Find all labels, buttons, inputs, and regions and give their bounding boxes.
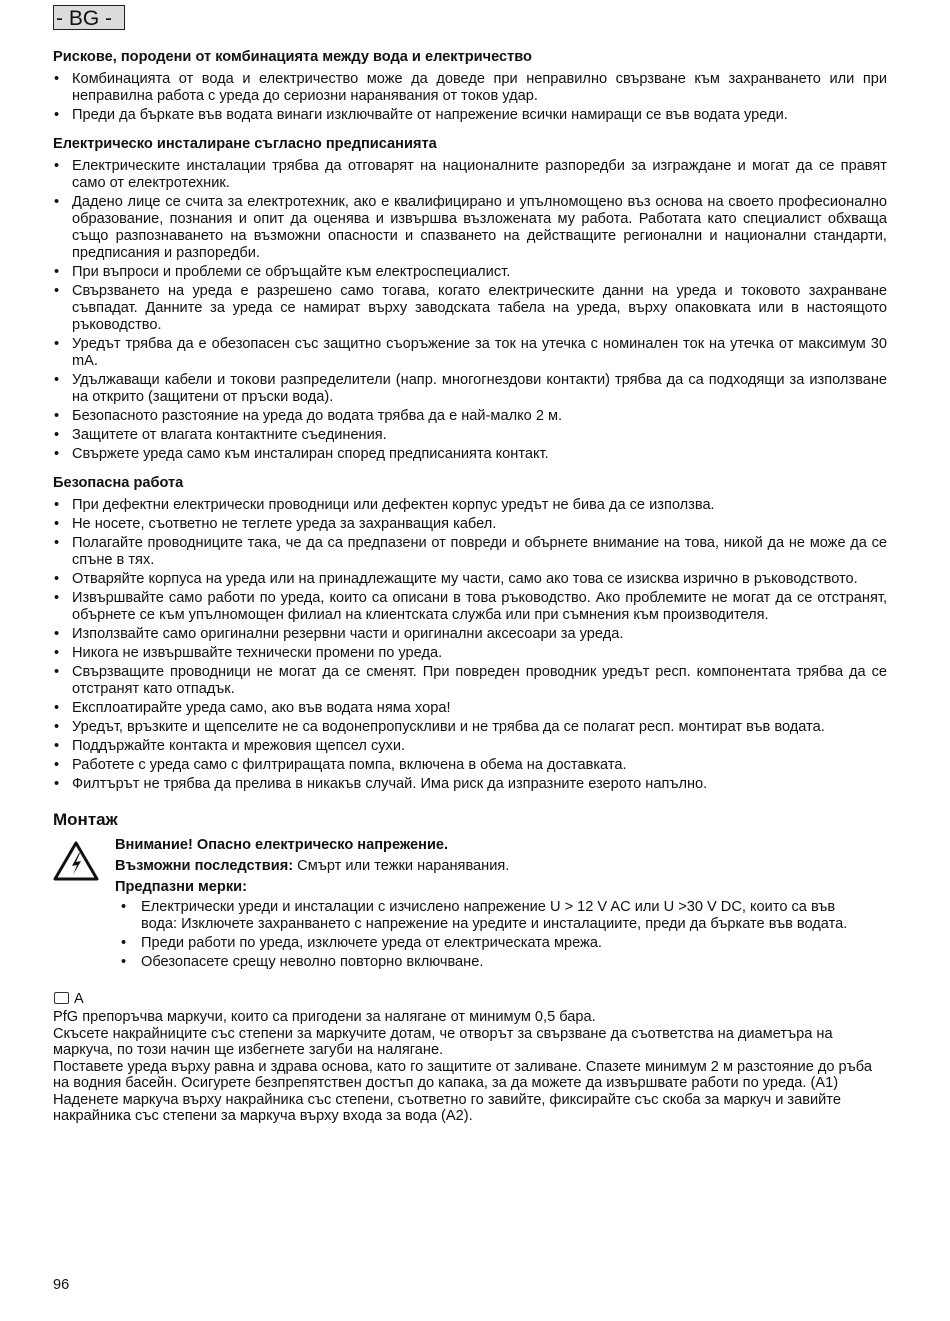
paragraph: PfG препоръчва маркучи, които са пригодени за налягане от минимум 0,5 бара. [53,1009,596,1025]
page-content [53,48,887,1125]
list-item: • Удължаващи кабели и токови разпределители (напр. многогнездови контакти) трябва да са подходящи за използване на открито (защитени от пръски вода). [53,372,887,406]
list-item: • Свързващите проводници не могат да се сменят. При повреден проводник уредът респ. компонентата трябва да се отстранят като отпадък. [53,664,887,698]
section-heading: Безопасна работа [53,475,184,491]
list-item: • При дефектни електрически проводници или дефектен корпус уредът не бива да се използва. [53,497,887,514]
bullet-list [53,158,887,463]
figure-label: A [74,991,84,1007]
warning-consequences [115,856,887,877]
list-item: • Полагайте проводниците така, че да са предпазени от повреди и обърнете внимание на това, никой да не може да се спъне в тях. [53,535,887,569]
list-item: • Защитете от влагата контактните съединения. [53,427,887,444]
page-number: 96 [53,1277,70,1293]
list-item: • Свързването на уреда е разрешено само тогава, когато електрическите данни на уреда и токовото захранване съвпадат. Данните за уреда се намират върху заводската табела на уреда, върху опаковката или в настоящото ръководство. [53,283,887,334]
montage-title: Монтаж [53,810,118,829]
list-item: • Експлоатирайте уреда само, ако във водата няма хора! [53,700,887,717]
section-heading: Електрическо инсталиране съгласно предписанията [53,136,437,152]
section-heading: Рискове, породени от комбинацията между вода и електричество [53,49,532,65]
paragraph: Наденете маркуча върху накрайника със степени, съответно го завийте, фиксирайте със скоба за маркуч и завийте накрайника със степени за маркуча върху входа за вода (A2). [53,1091,841,1124]
list-item: • Дадено лице се счита за електротехник, ако е квалифицирано и упълномощено въз основа на своето професионално образование, познания и опит да оценява и извършва възложената му работа. Работата като специалист обхваща също разпознаването на възможни опасности и спазването на действащите регионални и национални стандарти, предписания и разпоредби. [53,194,887,262]
list-item: • Преди работи по уреда, изключете уреда от електрическата мрежа. [115,935,867,952]
paragraph: Поставете уреда върху равна и здрава основа, като го защитите от заливане. Спазете минимум 2 м разстояние до ръба на водния басейн. Осигурете безпрепятствен достъп до капака, за да можете да извършвате работи по уреда. (A1) [53,1058,872,1091]
consequences-label: Възможни последствия: [115,858,294,874]
list-item: • Никога не извършвайте технически промени по уреда. [53,645,887,662]
consequences-text: Смърт или тежки наранявания. [293,858,510,874]
language-tag: - BG - [53,5,125,30]
list-item: • Обезопасете срещу неволно повторно включване. [115,954,867,971]
bullet-list [53,497,887,793]
bullet-list [53,71,887,124]
high-voltage-warning-icon [53,841,99,881]
warning-title: Внимание! Опасно електрическо напрежение. [115,837,449,853]
list-item: • Уредът, връзките и щепселите не са водонепропускливи и не трябва да се полагат респ. монтират във водата. [53,719,887,736]
section-safe-operation [53,474,887,793]
list-item: • Електрически уреди и инсталации с изчислено напрежение U > 12 V AC или U >30 V DC, които са във вода: Изключете захранването с напрежение на уредите и инсталациите, преди да бъркате във водата. [115,899,867,933]
list-item: • Извършвайте само работи по уреда, които са описани в това ръководство. Ако проблемите не могат да се отстранят, обърнете се към упълномощен филиал на клиентската служба или при съмнения към производителя. [53,590,887,624]
list-item: • Електрическите инсталации трябва да отговарят на националните разпоредби за изграждане и могат да се правят само от електротехник. [53,158,887,192]
figure-reference [53,989,887,1009]
warning-block [53,835,887,971]
list-item: • Използвайте само оригинални резервни части и оригинални аксесоари за уреда. [53,626,887,643]
list-item: • Свържете уреда само към инсталиран според предписанията контакт. [53,446,887,463]
list-item: • Работете с уреда само с филтриращата помпа, включена в обема на доставката. [53,757,887,774]
section-electrical-installation [53,135,887,463]
paragraph: Скъсете накрайниците със степени за маркучите дотам, че отворът за свързване да съответства на диаметъра на маркуча, по този начин ще избегнете загуби на налягане. [53,1025,833,1058]
list-item: • Безопасното разстояние на уреда до водата трябва да е най-малко 2 м. [53,408,887,425]
measures-label: Предпазни мерки: [115,879,247,895]
list-item: • Поддържайте контакта и мрежовия щепсел сухи. [53,738,887,755]
list-item: • Отваряйте корпуса на уреда или на принадлежащите му части, само ако това се изисква изрично в ръководството. [53,571,887,588]
section-water-electricity-risks [53,48,887,124]
montage-instructions [53,1009,887,1125]
figure-icon [54,992,69,1004]
list-item: • Преди да бъркате във водата винаги изключвайте от напрежение всички намиращи се във водата уреди. [53,107,887,124]
measures-list [115,899,887,971]
list-item: • Филтърът не трябва да прелива в никакъв случай. Има риск да изпразните езерото напълно. [53,776,887,793]
list-item: • При въпроси и проблеми се обръщайте към електроспециалист. [53,264,887,281]
list-item: • Комбинацията от вода и електричество може да доведе при неправилно свързване към захранването или при неправилна работа с уреда до сериозни наранявания от токов удар. [53,71,887,105]
list-item: • Не носете, съответно не теглете уреда за захранващия кабел. [53,516,887,533]
list-item: • Уредът трябва да е обезопасен със защитно съоръжение за ток на утечка с номинален ток на утечка от максимум 30 mA. [53,336,887,370]
